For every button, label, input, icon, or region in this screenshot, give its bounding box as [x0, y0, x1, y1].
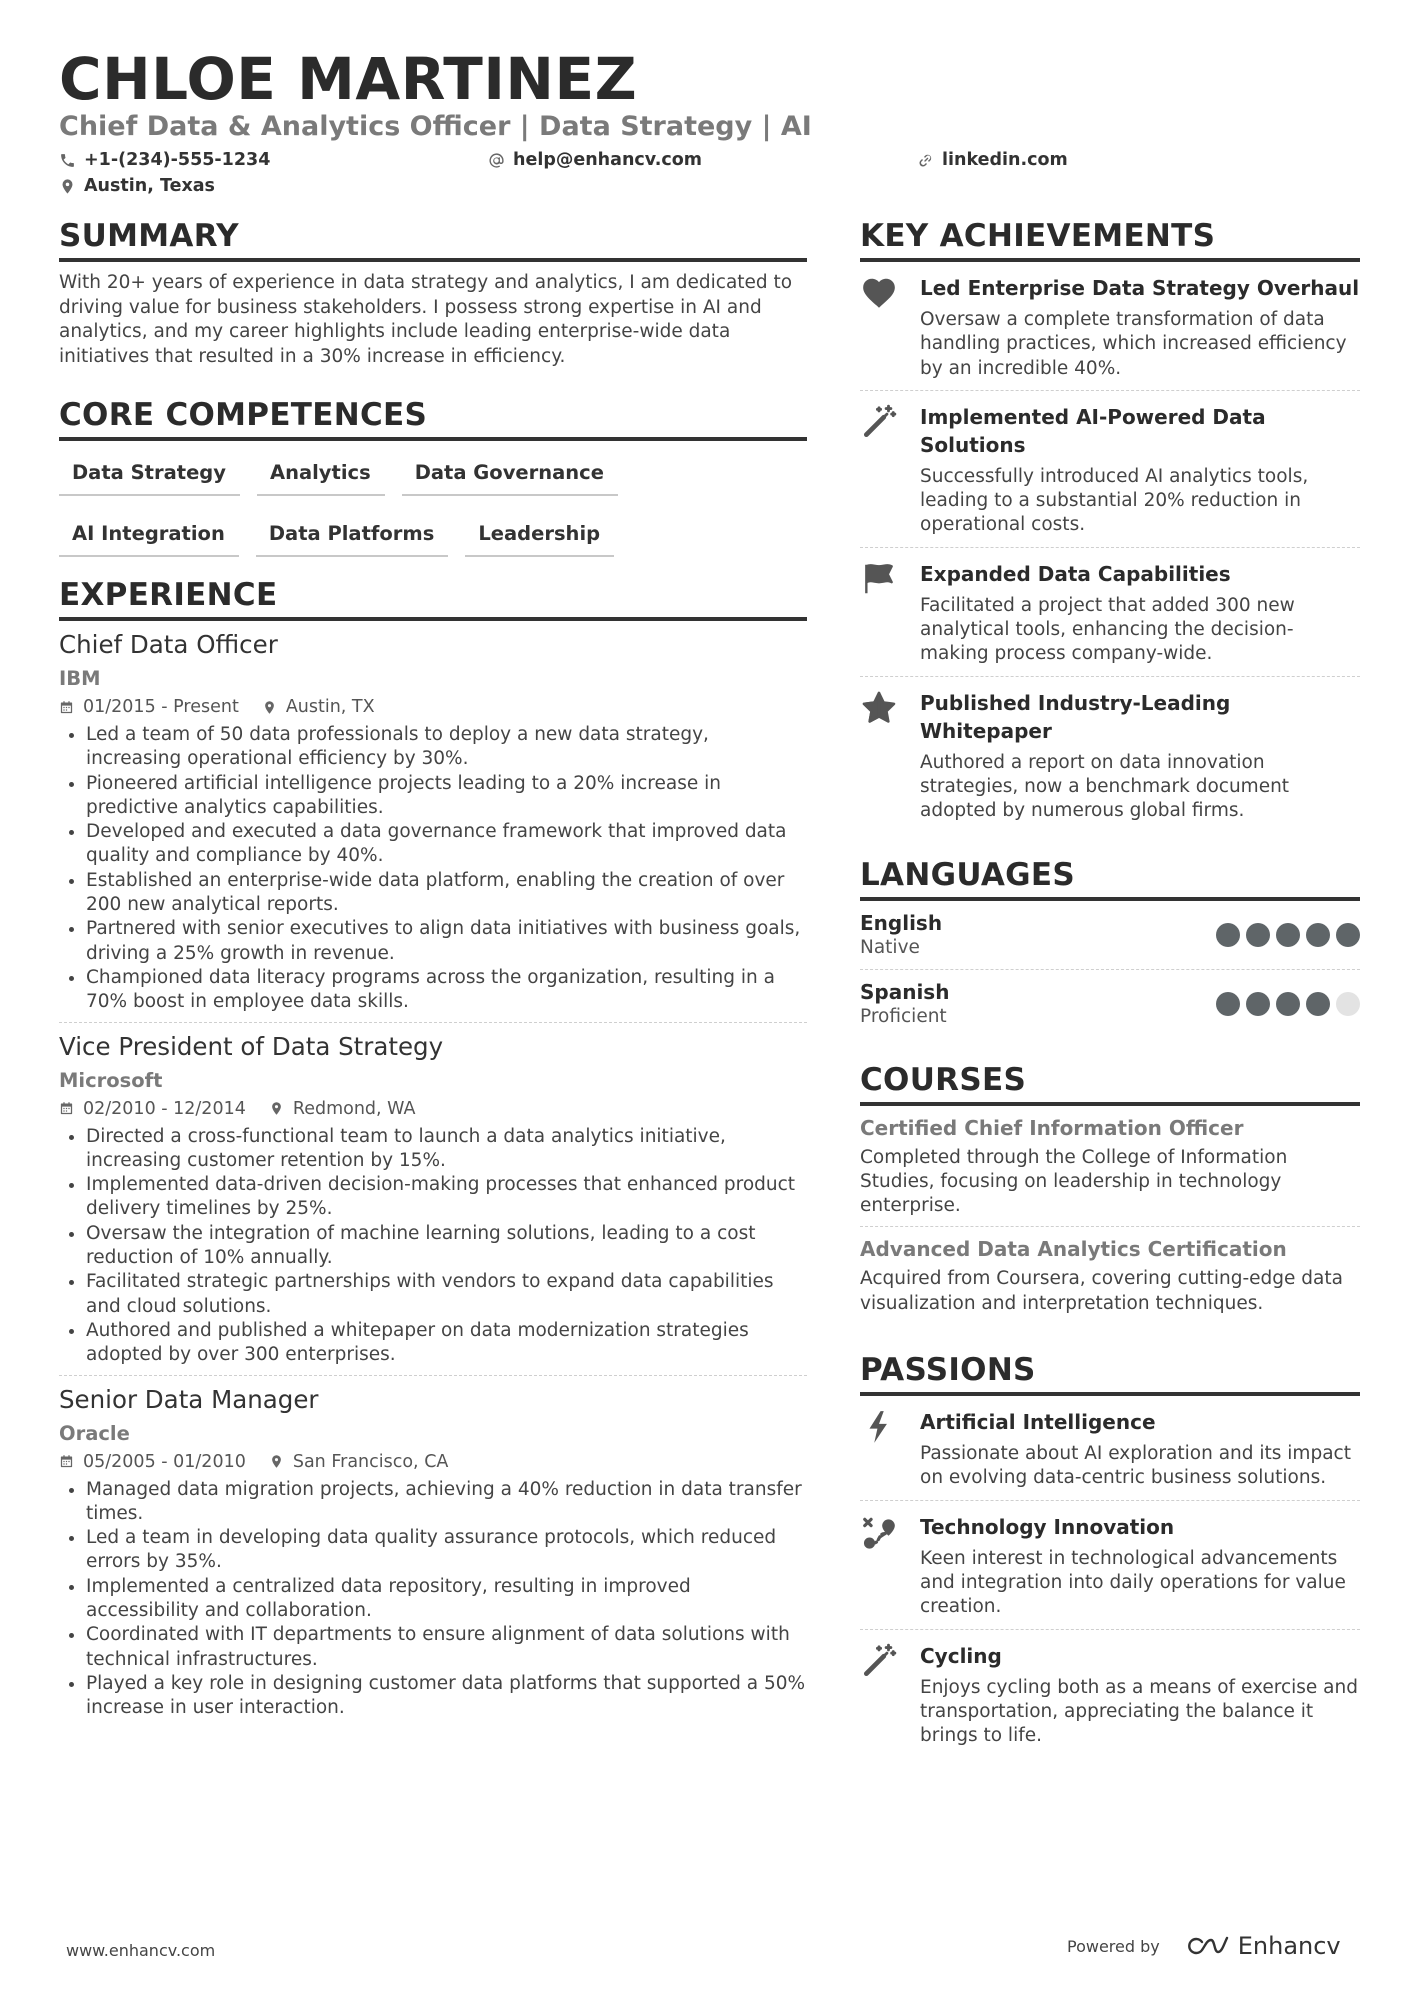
star-icon	[860, 689, 920, 824]
competence-tag: Data Strategy	[59, 455, 240, 496]
passion-title: Technology Innovation	[920, 1514, 1175, 1539]
location-text: Austin, Texas	[84, 176, 215, 196]
languages-heading: LANGUAGES	[860, 855, 1360, 901]
passion-desc: Passionate about AI exploration and its impact on evolving data-centric business solutions.	[920, 1443, 1351, 1489]
passion-desc: Keen interest in technological advancements and integration into daily operations for value creation.	[920, 1547, 1346, 1618]
job-bullet: • Implemented data-driven decision-making processes that enhanced product delivery timelines by 25%.	[86, 1173, 807, 1222]
job-dates: 05/2005 - 01/2010	[83, 1451, 246, 1472]
left-column	[59, 216, 807, 1728]
achievement-title: Led Enterprise Data Strategy Overhaul	[920, 276, 1360, 300]
summary-heading: SUMMARY	[59, 216, 807, 262]
job-bullet: • Pioneered artificial intelligence projects leading to a 20% increase in predictive analytics capabilities.	[86, 772, 807, 821]
job-bullet: • Implemented a centralized data repository, resulting in improved accessibility and collaboration.	[86, 1575, 807, 1624]
achievement-item	[860, 677, 1360, 833]
passion-item	[860, 1630, 1360, 1758]
courses-heading: COURSES	[860, 1060, 1360, 1106]
enhancv-logo	[1184, 1932, 1341, 1960]
achievement-desc: Facilitated a project that added 300 new analytical tools, enhancing the decision-making process company-wide.	[920, 594, 1295, 665]
rating-dot-filled	[1306, 992, 1330, 1016]
rating-dot-filled	[1216, 992, 1240, 1016]
contact-location	[59, 174, 215, 198]
passion-item	[860, 1501, 1360, 1630]
achievement-title: Implemented AI-Powered Data Solutions	[920, 404, 1266, 457]
phone-text: +1-(234)-555-1234	[84, 150, 271, 170]
language-item	[860, 970, 1360, 1038]
job-bullet: • Developed and executed a data governance framework that improved data quality and compliance by 40%.	[86, 820, 807, 869]
calendar-icon	[59, 1101, 74, 1116]
language-rating	[1210, 992, 1360, 1016]
job-location	[269, 1450, 449, 1474]
job-bullet: • Authored and published a whitepaper on data modernization strategies adopted by over 300 enterprises.	[86, 1319, 807, 1368]
location-pin-icon	[269, 1454, 284, 1469]
job-dates: 01/2015 - Present	[83, 697, 239, 717]
route-icon	[860, 1513, 920, 1620]
heart-icon	[860, 274, 920, 381]
lightning-icon	[860, 1408, 920, 1491]
job-bullet: • Led a team in developing data quality assurance protocols, which reduced errors by 35%.	[86, 1526, 807, 1575]
passion-desc: Enjoys cycling both as a means of exercise and transportation, appreciating the balance it brings to life.	[920, 1676, 1358, 1747]
job-bullet: • Oversaw the integration of machine learning solutions, leading to a cost reduction of 10% annually.	[86, 1222, 807, 1271]
footer-branding[interactable]	[1067, 1932, 1341, 1960]
candidate-headline: Chief Data & Analytics Officer | Data Strategy | AI	[59, 111, 812, 142]
language-level: Proficient	[860, 1005, 947, 1027]
job-bullet: • Led a team of 50 data professionals to deploy a new data strategy, increasing operational efficiency by 30%.	[86, 723, 807, 772]
job-entry	[59, 629, 807, 1023]
phone-icon	[59, 152, 76, 169]
job-company: Oracle	[59, 1421, 130, 1445]
courses-section	[860, 1060, 1360, 1324]
rating-dot-empty	[1336, 992, 1360, 1016]
summary-section	[59, 216, 807, 369]
language-name: English	[860, 910, 943, 935]
job-location-text: Redmond, WA	[292, 1098, 416, 1119]
job-bullet: • Managed data migration projects, achieving a 40% reduction in data transfer times.	[86, 1478, 807, 1527]
passions-section	[860, 1350, 1360, 1757]
job-bullet: • Coordinated with IT departments to ensure alignment of data solutions with technical infrastructures.	[86, 1623, 807, 1672]
magic-wand-icon	[860, 1642, 920, 1749]
contact-phone	[59, 148, 270, 172]
rating-dot-filled	[1276, 923, 1300, 947]
email-text: help@enhancv.com	[513, 150, 703, 170]
course-item	[860, 1227, 1360, 1324]
rating-dot-filled	[1306, 923, 1330, 947]
achievement-title: Expanded Data Capabilities	[920, 561, 1231, 586]
right-column	[860, 216, 1360, 1757]
competence-tag: AI Integration	[59, 516, 239, 557]
rating-dot-filled	[1216, 923, 1240, 947]
language-item	[860, 901, 1360, 970]
flag-icon	[860, 560, 920, 667]
course-item	[860, 1106, 1360, 1228]
language-name: Spanish	[860, 979, 950, 1004]
contact-linkedin[interactable]	[917, 148, 1068, 172]
job-title: Vice President of Data Strategy	[59, 1031, 444, 1061]
job-entry	[59, 1384, 807, 1728]
location-pin-icon	[59, 178, 76, 195]
job-location-text: Austin, TX	[285, 697, 375, 717]
achievement-item	[860, 391, 1360, 548]
experience-section	[59, 575, 807, 1728]
competences-heading: CORE COMPETENCES	[59, 395, 807, 441]
competences-tags	[59, 455, 807, 577]
rating-dot-filled	[1246, 923, 1270, 947]
job-location-text: San Francisco, CA	[292, 1451, 449, 1472]
passion-title: Cycling	[920, 1643, 1002, 1668]
experience-heading: EXPERIENCE	[59, 575, 807, 621]
languages-section	[860, 855, 1360, 1038]
passion-item	[860, 1396, 1360, 1501]
course-desc: Acquired from Coursera, covering cutting-edge data visualization and interpretation techniques.	[860, 1268, 1343, 1314]
competence-tag: Leadership	[465, 516, 614, 557]
at-sign-icon	[488, 152, 505, 169]
achievements-heading: KEY ACHIEVEMENTS	[860, 216, 1360, 262]
achievements-section	[860, 216, 1360, 833]
enhancv-brand-text: Enhancv	[1237, 1932, 1341, 1960]
job-bullet: • Played a key role in designing customer data platforms that supported a 50% increase in user interaction.	[86, 1672, 807, 1721]
language-level: Native	[860, 936, 920, 958]
location-pin-icon	[269, 1101, 284, 1116]
job-bullet: • Partnered with senior executives to align data initiatives with business goals, driving a 25% growth in revenue.	[86, 917, 807, 966]
job-bullets	[59, 723, 807, 1015]
job-bullet: • Directed a cross-functional team to launch a data analytics initiative, increasing customer retention by 15%.	[86, 1125, 807, 1174]
calendar-icon	[59, 700, 74, 715]
contact-email[interactable]	[488, 148, 702, 172]
footer-website[interactable]: www.enhancv.com	[66, 1941, 216, 1960]
job-company: IBM	[59, 667, 101, 690]
competence-tag: Data Governance	[402, 455, 618, 496]
linkedin-text: linkedin.com	[942, 150, 1068, 170]
job-meta	[59, 1450, 807, 1474]
course-title: Advanced Data Analytics Certification	[860, 1237, 1287, 1262]
job-title: Senior Data Manager	[59, 1384, 319, 1414]
job-bullet: • Facilitated strategic partnerships with vendors to expand data capabilities and cloud solutions.	[86, 1270, 807, 1319]
job-meta	[59, 695, 807, 719]
course-desc: Completed through the College of Information Studies, focusing on leadership in technology enterprise.	[860, 1146, 1288, 1217]
competence-tag: Analytics	[257, 455, 385, 496]
achievement-desc: Successfully introduced AI analytics tools, leading to a substantial 20% reduction in operational costs.	[920, 465, 1309, 536]
competences-section	[59, 395, 807, 577]
course-title: Certified Chief Information Officer	[860, 1115, 1244, 1140]
job-meta	[59, 1097, 807, 1121]
achievement-title: Published Industry-Leading Whitepaper	[920, 690, 1231, 743]
rating-dot-filled	[1336, 923, 1360, 947]
link-icon	[917, 152, 934, 169]
job-entry	[59, 1031, 807, 1376]
job-company: Microsoft	[59, 1068, 163, 1092]
magic-wand-icon	[860, 403, 920, 538]
language-rating	[1210, 923, 1360, 947]
rating-dot-filled	[1276, 992, 1300, 1016]
job-title: Chief Data Officer	[59, 630, 278, 659]
powered-by-text: Powered by	[1067, 1936, 1160, 1956]
job-bullet: • Championed data literacy programs across the organization, resulting in a 70% boost in employee data skills.	[86, 966, 807, 1015]
summary-text: With 20+ years of experience in data strategy and analytics, I am dedicated to driving value for business stakeholders. I possess strong expertise in AI and analytics, and my career highlights include leading enterprise-wide data initiatives that resulted in a 30% increase in efficiency.	[59, 272, 793, 367]
achievement-item	[860, 262, 1360, 391]
enhancv-logo-icon	[1184, 1934, 1230, 1958]
competence-tag: Data Platforms	[256, 516, 449, 557]
job-bullets	[59, 1478, 807, 1721]
rating-dot-filled	[1246, 992, 1270, 1016]
location-pin-icon	[262, 700, 277, 715]
calendar-icon	[59, 1454, 74, 1469]
passions-heading: PASSIONS	[860, 1350, 1360, 1396]
achievement-desc: Authored a report on data innovation strategies, now a benchmark document adopted by numerous global firms.	[920, 751, 1290, 822]
job-dates: 02/2010 - 12/2014	[83, 1098, 246, 1119]
achievement-item	[860, 548, 1360, 677]
achievement-desc: Oversaw a complete transformation of data handling practices, which increased efficiency by an incredible 40%.	[920, 309, 1347, 379]
job-location	[262, 695, 375, 719]
job-bullets	[59, 1125, 807, 1368]
candidate-name: CHLOE MARTINEZ	[59, 45, 638, 113]
passion-title: Artificial Intelligence	[920, 1410, 1156, 1435]
job-bullet: • Established an enterprise-wide data platform, enabling the creation of over 200 new analytical reports.	[86, 869, 807, 918]
job-location	[269, 1097, 416, 1121]
